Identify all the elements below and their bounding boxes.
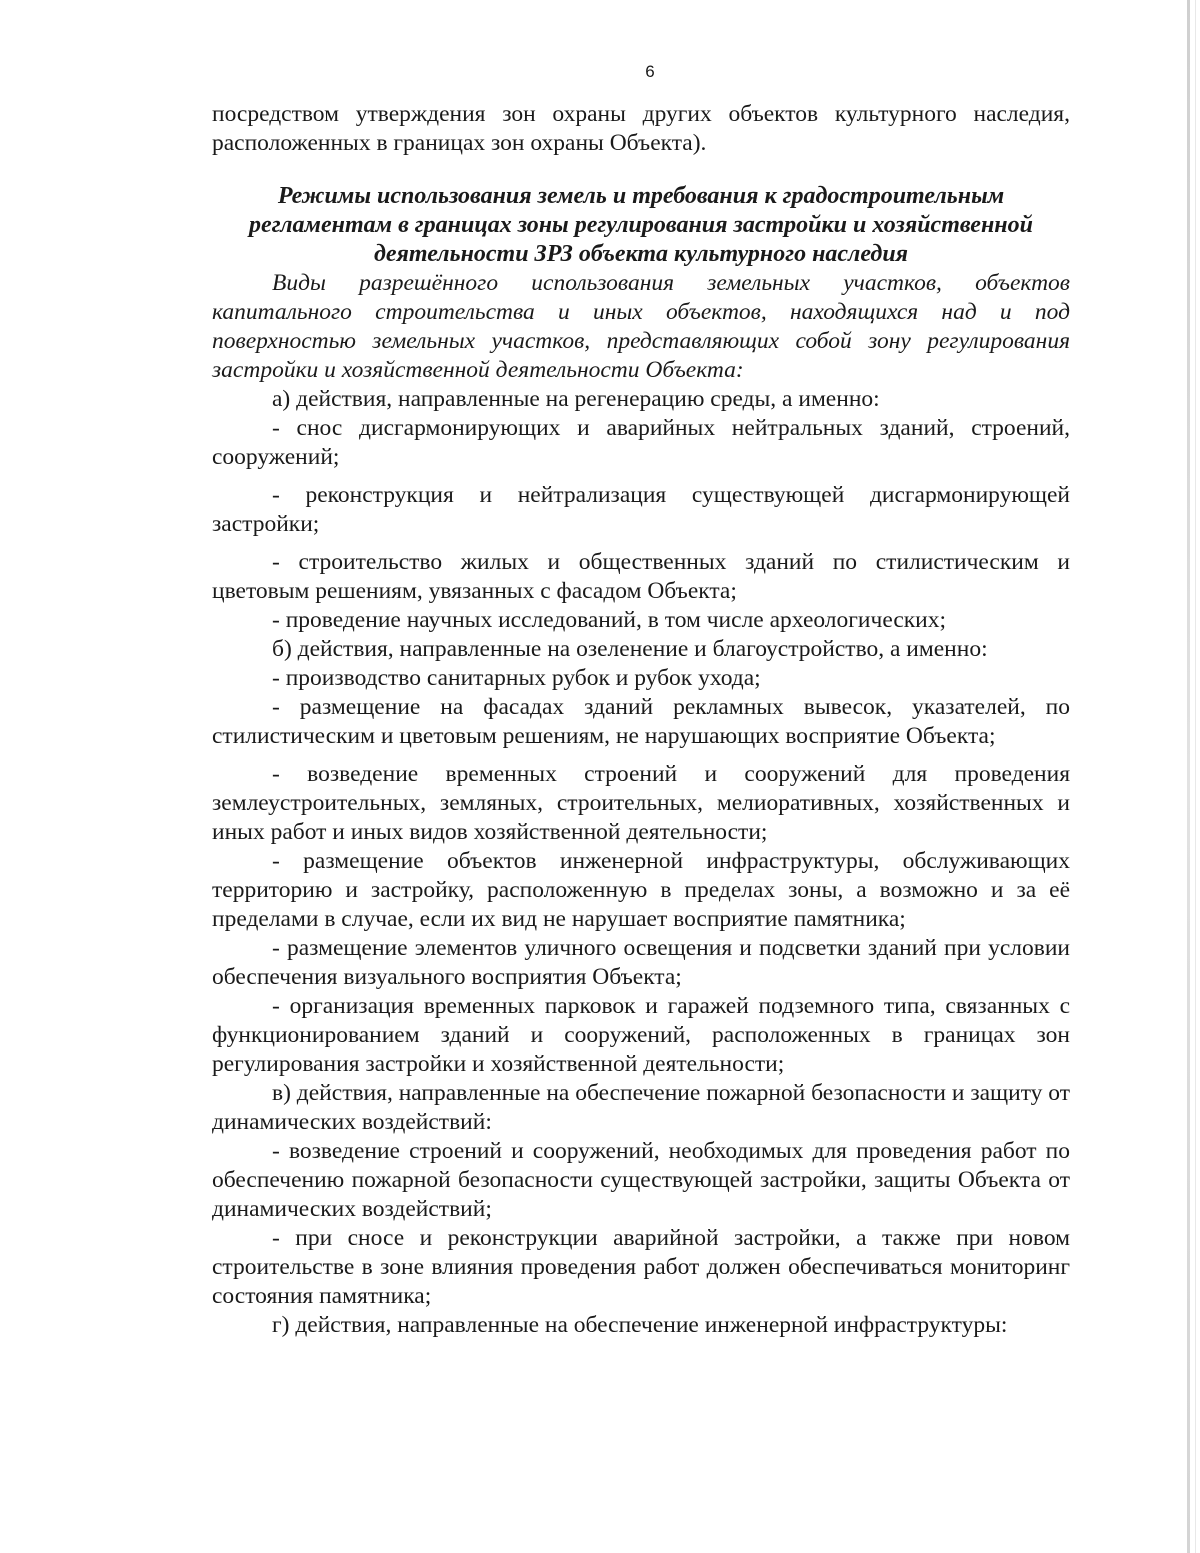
page-number: 6 — [645, 62, 655, 81]
list-item-g: г) действия, направленные на обеспечение инженерной инфраструктуры: — [272, 1312, 1008, 1338]
intro-fragment: посредством утверждения зон охраны других объектов культурного наследия, расположенных в границах зон охраны Объекта). — [212, 101, 1070, 156]
list-item: - возведение временных строений и сооружений для проведения землеустроительных, земляных, строительных, мелиоративных, хозяйственных и иных работ и иных видов хозяйственной деятельности; — [212, 761, 1070, 845]
list-item-a: а) действия, направленные на регенерацию среды, а именно: — [272, 386, 880, 412]
list-item: - размещение на фасадах зданий рекламных вывесок, указателей, по стилистическим и цветовым решениям, не нарушающих восприятие Объекта; — [212, 694, 1070, 749]
list-item: - размещение объектов инженерной инфраструктуры, обслуживающих территорию и застройку, расположенную в пределах зоны, а возможно и за её пределами в случае, если их вид не нарушает восприятие памятника; — [212, 848, 1070, 932]
scan-edge-line-secondary — [1195, 0, 1196, 1553]
document-body — [212, 100, 1070, 1340]
list-item-b: б) действия, направленные на озеленение и благоустройство, а именно: — [272, 636, 988, 662]
list-item: - производство санитарных рубок и рубок ухода; — [272, 665, 761, 691]
list-item: - строительство жилых и общественных зданий по стилистическим и цветовым решениям, увязанных с фасадом Объекта; — [212, 549, 1070, 604]
scan-edge-line — [1187, 0, 1190, 1553]
list-item: - при сносе и реконструкции аварийной застройки, а также при новом строительстве в зоне влияния проведения работ должен обеспечиваться мониторинг состояния памятника; — [212, 1225, 1070, 1309]
list-item: - проведение научных исследований, в том числе археологических; — [272, 607, 947, 633]
permitted-uses-intro: Виды разрешённого использования земельных участков, объектов капитального строительства и иных объектов, находящихся над и под поверхностью земельных участков, представляющих собой зону регулирования застройки и хозяйственной деятельности Объекта: — [212, 270, 1070, 383]
list-item: - возведение строений и сооружений, необходимых для проведения работ по обеспечению пожарной безопасности существующей застройки, защиты Объекта от динамических воздействий; — [212, 1138, 1070, 1222]
list-item-v: в) действия, направленные на обеспечение пожарной безопасности и защиту от динамических воздействий: — [212, 1080, 1071, 1135]
list-item: - организация временных парковок и гаражей подземного типа, связанных с функционированием зданий и сооружений, расположенных в границах зон регулирования застройки и хозяйственной деятельности; — [212, 993, 1070, 1077]
list-item: - размещение элементов уличного освещения и подсветки зданий при условии обеспечения визуального восприятия Объекта; — [212, 935, 1070, 990]
list-item: - реконструкция и нейтрализация существующей дисгармонирующей застройки; — [212, 482, 1070, 537]
list-item: - снос дисгармонирующих и аварийных нейтральных зданий, строений, сооружений; — [212, 415, 1070, 470]
section-heading: Режимы использования земель и требования к градостроительным регламентам в границах зоны регулирования застройки и хозяйственной деятельности ЗРЗ объекта культурного наследия — [249, 183, 1033, 267]
